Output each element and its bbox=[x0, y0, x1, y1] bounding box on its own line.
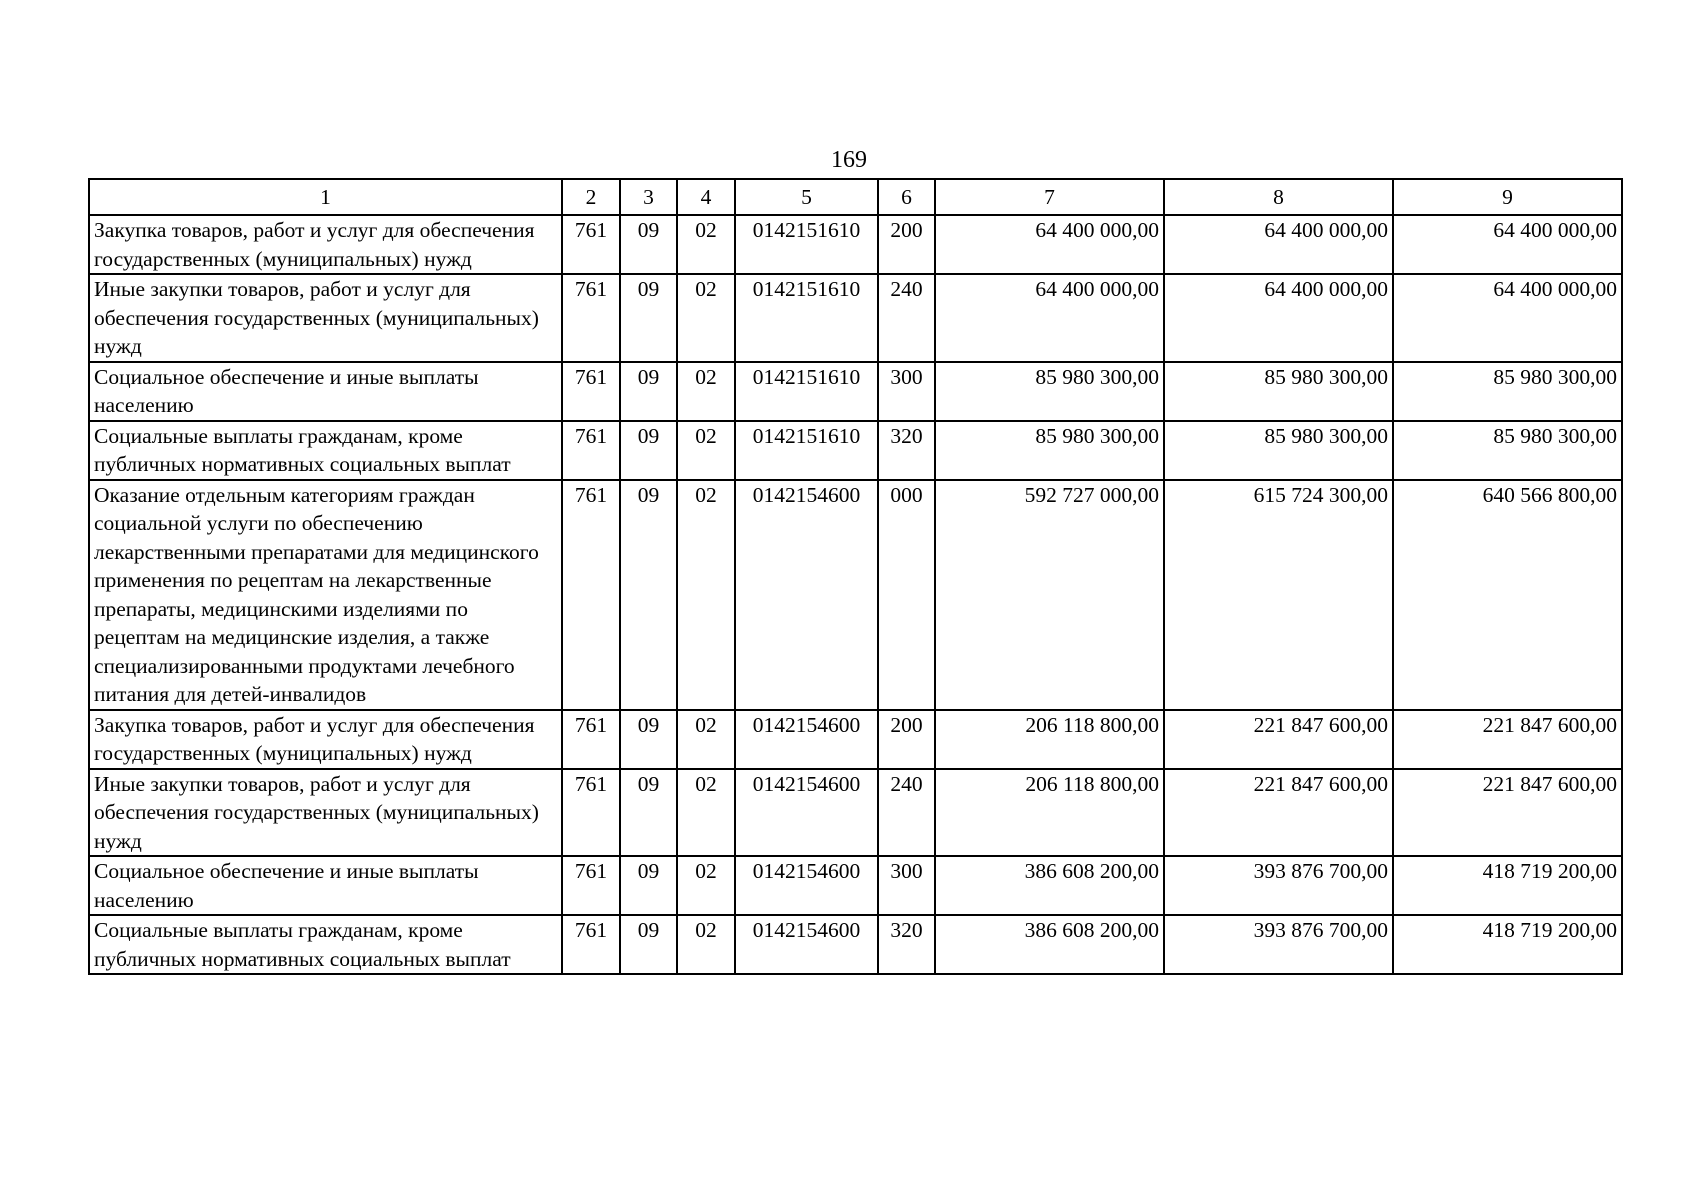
grbs-code: 761 bbox=[562, 421, 620, 480]
expense-name: Социальные выплаты гражданам, кроме публичных нормативных социальных выплат bbox=[89, 915, 562, 974]
amount-col-8: 85 980 300,00 bbox=[1164, 421, 1393, 480]
amount-col-9: 221 847 600,00 bbox=[1393, 769, 1622, 857]
expense-type-code: 320 bbox=[878, 421, 935, 480]
amount-col-7: 386 608 200,00 bbox=[935, 856, 1164, 915]
column-header: 4 bbox=[677, 179, 735, 215]
grbs-code: 761 bbox=[562, 856, 620, 915]
expense-type-code: 320 bbox=[878, 915, 935, 974]
amount-col-8: 393 876 700,00 bbox=[1164, 856, 1393, 915]
expense-name: Социальное обеспечение и иные выплаты населению bbox=[89, 362, 562, 421]
expense-type-code: 240 bbox=[878, 274, 935, 362]
amount-col-7: 85 980 300,00 bbox=[935, 362, 1164, 421]
amount-col-7: 85 980 300,00 bbox=[935, 421, 1164, 480]
subsection-code: 02 bbox=[677, 421, 735, 480]
subsection-code: 02 bbox=[677, 480, 735, 710]
target-code: 0142154600 bbox=[735, 856, 878, 915]
table-row bbox=[89, 362, 1622, 421]
target-code: 0142154600 bbox=[735, 769, 878, 857]
column-header: 6 bbox=[878, 179, 935, 215]
target-code: 0142154600 bbox=[735, 710, 878, 769]
section-code: 09 bbox=[620, 856, 677, 915]
subsection-code: 02 bbox=[677, 710, 735, 769]
section-code: 09 bbox=[620, 480, 677, 710]
column-header: 5 bbox=[735, 179, 878, 215]
amount-col-8: 393 876 700,00 bbox=[1164, 915, 1393, 974]
grbs-code: 761 bbox=[562, 480, 620, 710]
amount-col-8: 221 847 600,00 bbox=[1164, 710, 1393, 769]
amount-col-7: 64 400 000,00 bbox=[935, 274, 1164, 362]
table-row bbox=[89, 274, 1622, 362]
amount-col-7: 592 727 000,00 bbox=[935, 480, 1164, 710]
amount-col-7: 386 608 200,00 bbox=[935, 915, 1164, 974]
amount-col-8: 64 400 000,00 bbox=[1164, 215, 1393, 274]
amount-col-7: 206 118 800,00 bbox=[935, 710, 1164, 769]
amount-col-8: 221 847 600,00 bbox=[1164, 769, 1393, 857]
target-code: 0142154600 bbox=[735, 915, 878, 974]
amount-col-8: 85 980 300,00 bbox=[1164, 362, 1393, 421]
section-code: 09 bbox=[620, 710, 677, 769]
table-row bbox=[89, 421, 1622, 480]
column-header: 3 bbox=[620, 179, 677, 215]
section-code: 09 bbox=[620, 769, 677, 857]
target-code: 0142151610 bbox=[735, 215, 878, 274]
amount-col-9: 221 847 600,00 bbox=[1393, 710, 1622, 769]
expense-type-code: 200 bbox=[878, 710, 935, 769]
amount-col-9: 64 400 000,00 bbox=[1393, 274, 1622, 362]
expense-type-code: 000 bbox=[878, 480, 935, 710]
section-code: 09 bbox=[620, 421, 677, 480]
grbs-code: 761 bbox=[562, 769, 620, 857]
grbs-code: 761 bbox=[562, 362, 620, 421]
section-code: 09 bbox=[620, 274, 677, 362]
expense-name: Социальное обеспечение и иные выплаты населению bbox=[89, 856, 562, 915]
subsection-code: 02 bbox=[677, 856, 735, 915]
column-header: 1 bbox=[89, 179, 562, 215]
section-code: 09 bbox=[620, 215, 677, 274]
header-row bbox=[89, 179, 1622, 215]
amount-col-9: 640 566 800,00 bbox=[1393, 480, 1622, 710]
subsection-code: 02 bbox=[677, 274, 735, 362]
amount-col-8: 64 400 000,00 bbox=[1164, 274, 1393, 362]
amount-col-9: 85 980 300,00 bbox=[1393, 362, 1622, 421]
page-number: 169 bbox=[831, 147, 867, 173]
table-row bbox=[89, 769, 1622, 857]
budget-table bbox=[88, 178, 1623, 975]
target-code: 0142151610 bbox=[735, 421, 878, 480]
expense-name: Закупка товаров, работ и услуг для обеспечения государственных (муниципальных) нужд bbox=[89, 215, 562, 274]
expense-name: Иные закупки товаров, работ и услуг для обеспечения государственных (муниципальных) нужд bbox=[89, 274, 562, 362]
amount-col-7: 206 118 800,00 bbox=[935, 769, 1164, 857]
grbs-code: 761 bbox=[562, 215, 620, 274]
column-header: 7 bbox=[935, 179, 1164, 215]
expense-name: Закупка товаров, работ и услуг для обеспечения государственных (муниципальных) нужд bbox=[89, 710, 562, 769]
grbs-code: 761 bbox=[562, 915, 620, 974]
amount-col-9: 85 980 300,00 bbox=[1393, 421, 1622, 480]
subsection-code: 02 bbox=[677, 362, 735, 421]
section-code: 09 bbox=[620, 915, 677, 974]
amount-col-9: 418 719 200,00 bbox=[1393, 856, 1622, 915]
expense-type-code: 200 bbox=[878, 215, 935, 274]
amount-col-9: 64 400 000,00 bbox=[1393, 215, 1622, 274]
subsection-code: 02 bbox=[677, 769, 735, 857]
table-row bbox=[89, 215, 1622, 274]
expense-name: Иные закупки товаров, работ и услуг для обеспечения государственных (муниципальных) нужд bbox=[89, 769, 562, 857]
table-row bbox=[89, 856, 1622, 915]
expense-type-code: 240 bbox=[878, 769, 935, 857]
section-code: 09 bbox=[620, 362, 677, 421]
grbs-code: 761 bbox=[562, 274, 620, 362]
amount-col-7: 64 400 000,00 bbox=[935, 215, 1164, 274]
expense-name: Социальные выплаты гражданам, кроме публичных нормативных социальных выплат bbox=[89, 421, 562, 480]
table-row bbox=[89, 710, 1622, 769]
expense-name: Оказание отдельным категориям граждан социальной услуги по обеспечению лекарственными препаратами для медицинского применения по рецептам на лекарственные препараты, медицинскими изделиями по рецептам на медицинские изделия, а также специализированными продуктами лечебного питания для детей-инвалидов bbox=[89, 480, 562, 710]
column-header: 2 bbox=[562, 179, 620, 215]
expense-type-code: 300 bbox=[878, 856, 935, 915]
table-row bbox=[89, 915, 1622, 974]
amount-col-9: 418 719 200,00 bbox=[1393, 915, 1622, 974]
amount-col-8: 615 724 300,00 bbox=[1164, 480, 1393, 710]
column-header: 9 bbox=[1393, 179, 1622, 215]
table-row bbox=[89, 480, 1622, 710]
subsection-code: 02 bbox=[677, 215, 735, 274]
subsection-code: 02 bbox=[677, 915, 735, 974]
grbs-code: 761 bbox=[562, 710, 620, 769]
target-code: 0142151610 bbox=[735, 362, 878, 421]
target-code: 0142151610 bbox=[735, 274, 878, 362]
column-header: 8 bbox=[1164, 179, 1393, 215]
target-code: 0142154600 bbox=[735, 480, 878, 710]
expense-type-code: 300 bbox=[878, 362, 935, 421]
